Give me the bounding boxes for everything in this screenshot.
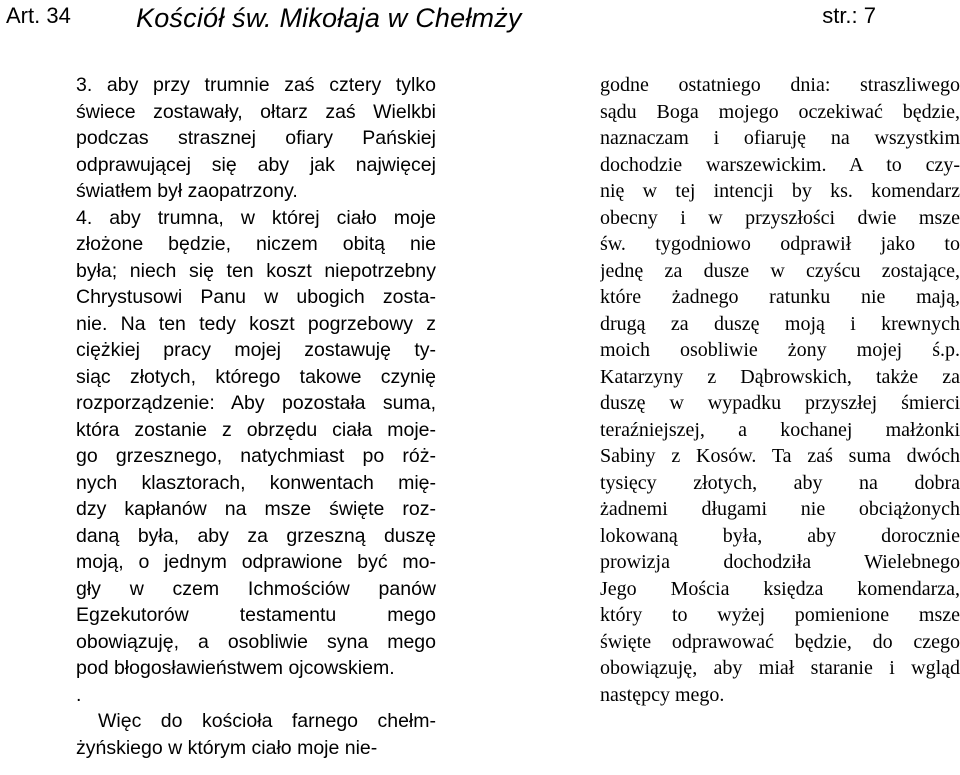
text-line: obecny i w przyszłości dwie msze <box>600 206 960 229</box>
text-line: teraźniejszej, a kochanej małżonki <box>600 418 960 441</box>
text-line: go grzesznego, natychmiast po róż- <box>76 445 436 467</box>
text-line: odprawującej się aby jak najwięcej <box>76 153 436 176</box>
text-line: złożone będzie, niczem obitą nie <box>76 233 436 255</box>
text-line: który to wyżej pomienione msze <box>600 604 960 626</box>
text-line: 4. aby trumna, w której ciało moje <box>76 206 436 229</box>
text-line: które żadnego ratunku nie mają, <box>600 286 960 308</box>
text-line: światłem był zaopatrzony. <box>76 180 298 202</box>
text-line: Więc do kościoła farnego chełm- <box>98 710 436 732</box>
page-number: str.: 7 <box>822 3 876 28</box>
text-line: godne ostatniego dnia: straszliwego <box>600 74 960 96</box>
text-line: daną była, aby za grzeszną duszę <box>76 524 436 547</box>
text-line: podczas strasznej ofiary Pańskiej <box>76 127 436 149</box>
text-line: drugą za duszę moją i krewnych <box>600 312 960 335</box>
text-line: duszę w wypadku przyszłej śmierci <box>600 392 960 414</box>
text-line: Egzekutorów testamentu mego <box>76 604 436 626</box>
text-line: sądu Boga mojego oczekiwać będzie, <box>600 100 960 123</box>
text-line: lokowaną była, aby dorocznie <box>600 524 960 547</box>
text-line: była; niech się ten koszt niepotrzebny <box>76 259 436 282</box>
text-line: siąc złotych, którego takowe czynię <box>76 365 436 388</box>
document-title: Kościół św. Mikołaja w Chełmży <box>136 3 522 33</box>
text-line: żyńskiego w którym ciało moje nie- <box>76 736 378 759</box>
text-line: następcy mego. <box>600 683 725 706</box>
text-line: gły w czem Ichmościów panów <box>76 577 436 600</box>
text-line: Jego Mościa księdza komendarza, <box>600 577 960 600</box>
page-header <box>0 3 960 39</box>
text-line: ciężkiej pracy mojej zostawuję ty- <box>76 339 436 361</box>
text-line: moich osobliwie żony mojej ś.p. <box>600 339 960 361</box>
text-line: nię w tej intencji by ks. komendarz <box>600 180 960 202</box>
text-line: święte odprawować będzie, do czego <box>600 630 960 653</box>
text-line: pod błogosławieństwem ojcowskiem. <box>76 657 395 679</box>
text-line: nych klasztorach, konwentach mię- <box>76 471 436 494</box>
text-line: tysięcy złotych, aby na dobra <box>600 471 960 494</box>
text-line: naznaczam i ofiaruję na wszystkim <box>600 127 960 149</box>
text-line: rozporządzenie: Aby pozostała suma, <box>76 392 436 414</box>
text-line: obowiązuję, a osobliwie syna mego <box>76 630 436 653</box>
left-text-column <box>76 72 436 761</box>
right-text-column <box>600 72 960 708</box>
text-line: świece zostawały, ołtarz zaś Wielkbi <box>76 100 436 123</box>
article-number: Art. 34 <box>6 3 71 28</box>
text-line: dzy kapłanów na msze święte roz- <box>76 498 436 520</box>
text-line: która zostanie z obrzędu ciała moje- <box>76 418 436 441</box>
text-line: dochodzie warszewickim. A to czy- <box>600 153 960 176</box>
text-line: św. tygodniowo odprawił jako to <box>600 233 960 255</box>
text-line: Katarzyny z Dąbrowskich, także za <box>600 365 960 388</box>
text-line: 3. aby przy trumnie zaś cztery tylko <box>76 74 436 96</box>
text-line: obowiązuję, aby miał staranie i wgląd <box>600 657 960 679</box>
text-line: żadnemi długami nie obciążonych <box>600 498 960 520</box>
text-line: Sabiny z Kosów. Ta zaś suma dwóch <box>600 445 960 467</box>
text-line: moją, o jednym odprawione być mo- <box>76 551 436 573</box>
text-line: . <box>76 683 82 706</box>
text-line: Chrystusowi Panu w ubogich zosta- <box>76 286 436 308</box>
text-line: prowizja dochodziła Wielebnego <box>600 551 960 573</box>
text-line: jednę za dusze w czyścu zostające, <box>600 259 960 282</box>
text-line: nie. Na ten tedy koszt pogrzebowy z <box>76 312 436 335</box>
